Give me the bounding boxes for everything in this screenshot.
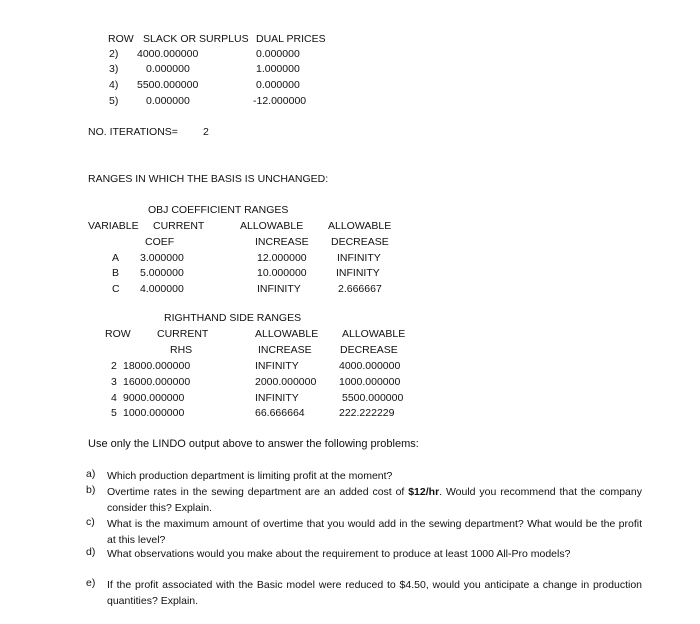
col-header-current: CURRENT: [153, 220, 205, 232]
rhs-ranges-title: RIGHTHAND SIDE RANGES: [164, 312, 302, 324]
question-label: c): [86, 516, 95, 528]
table-cell: 1.000000: [256, 63, 300, 75]
table-cell: A: [112, 252, 120, 264]
col-header-slack: SLACK OR SURPLUS: [143, 33, 249, 45]
col-header-row: ROW: [105, 328, 131, 340]
col-header-allowable-inc: ALLOWABLE: [255, 328, 319, 340]
table-cell: 5500.000000: [137, 79, 199, 91]
table-cell: 2): [109, 48, 119, 60]
question-text: Which production department is limiting profit at the moment?: [107, 470, 393, 482]
col-header-rhs: RHS: [170, 344, 193, 356]
table-cell: 2: [111, 360, 117, 372]
table-cell: 1000.000000: [123, 407, 185, 419]
col-header-decrease: DECREASE: [331, 236, 389, 248]
table-cell: 66.666664: [255, 407, 305, 419]
question-text: [107, 484, 642, 516]
ranges-heading: RANGES IN WHICH THE BASIS IS UNCHANGED:: [88, 173, 329, 185]
table-cell: 0.000000: [146, 63, 190, 75]
question-text-part: Overtime rates in the sewing department are an added cost of: [107, 486, 409, 498]
table-cell: 3.000000: [140, 252, 184, 264]
table-cell: 5.000000: [140, 267, 184, 279]
table-cell: 5): [109, 95, 119, 107]
col-header-allowable-dec: ALLOWABLE: [328, 220, 392, 232]
table-cell: 3): [109, 63, 119, 75]
table-cell: INFINITY: [255, 392, 299, 404]
table-cell: 5500.000000: [342, 392, 404, 404]
table-cell: 4000.000000: [137, 48, 199, 60]
col-header-variable: VARIABLE: [88, 220, 139, 232]
table-cell: 10.000000: [257, 267, 307, 279]
question-label: a): [86, 468, 96, 480]
iterations-value: 2: [203, 126, 209, 138]
iterations-label: NO. ITERATIONS=: [88, 126, 178, 138]
col-header-decrease: DECREASE: [340, 344, 398, 356]
question-label: d): [86, 546, 96, 558]
table-cell: 4000.000000: [339, 360, 401, 372]
obj-ranges-title: OBJ COEFFICIENT RANGES: [148, 204, 289, 216]
question-label: b): [86, 484, 96, 496]
table-cell: 0.000000: [256, 79, 300, 91]
table-cell: B: [112, 267, 120, 279]
question-emphasis: $12/hr: [408, 486, 440, 498]
table-cell: INFINITY: [255, 360, 299, 372]
col-header-increase: INCREASE: [258, 344, 312, 356]
table-cell: 5: [111, 407, 117, 419]
table-cell: 0.000000: [256, 48, 300, 60]
table-cell: INFINITY: [336, 267, 380, 279]
instruction-text: Use only the LINDO output above to answer the following problems:: [88, 438, 419, 450]
table-cell: 18000.000000: [123, 360, 191, 372]
table-cell: 1000.000000: [339, 376, 401, 388]
col-header-dual: DUAL PRICES: [256, 33, 326, 45]
col-header-allowable-dec: ALLOWABLE: [342, 328, 406, 340]
table-cell: 9000.000000: [123, 392, 185, 404]
table-cell: INFINITY: [337, 252, 381, 264]
table-cell: 4.000000: [140, 283, 184, 295]
question-text: If the profit associated with the Basic model were reduced to $4.50, would you anticipate a change in production quantities? Explain.: [107, 579, 642, 607]
table-cell: INFINITY: [257, 283, 301, 295]
table-cell: 4: [111, 392, 117, 404]
table-cell: 0.000000: [146, 95, 190, 107]
table-cell: 3: [111, 376, 117, 388]
col-header-allowable-inc: ALLOWABLE: [240, 220, 304, 232]
table-cell: 222.222229: [339, 407, 395, 419]
table-cell: 2.666667: [338, 283, 382, 295]
table-cell: C: [112, 283, 120, 295]
col-header-row: ROW: [108, 33, 134, 45]
col-header-increase: INCREASE: [255, 236, 309, 248]
col-header-current: CURRENT: [157, 328, 209, 340]
table-cell: 12.000000: [257, 252, 307, 264]
question-label: e): [86, 577, 96, 589]
table-cell: 2000.000000: [255, 376, 317, 388]
question-text: What is the maximum amount of overtime that you would add in the sewing department? What would be the profit at this level?: [107, 518, 642, 546]
question-text: What observations would you make about the requirement to produce at least 1000 All-Pro models?: [107, 548, 571, 560]
table-cell: 4): [109, 79, 119, 91]
table-cell: 16000.000000: [123, 376, 191, 388]
table-cell: -12.000000: [253, 95, 307, 107]
question-text-part: . Would you recommend that the company consider this? Explain.: [107, 486, 642, 514]
col-header-coef: COEF: [145, 236, 175, 248]
